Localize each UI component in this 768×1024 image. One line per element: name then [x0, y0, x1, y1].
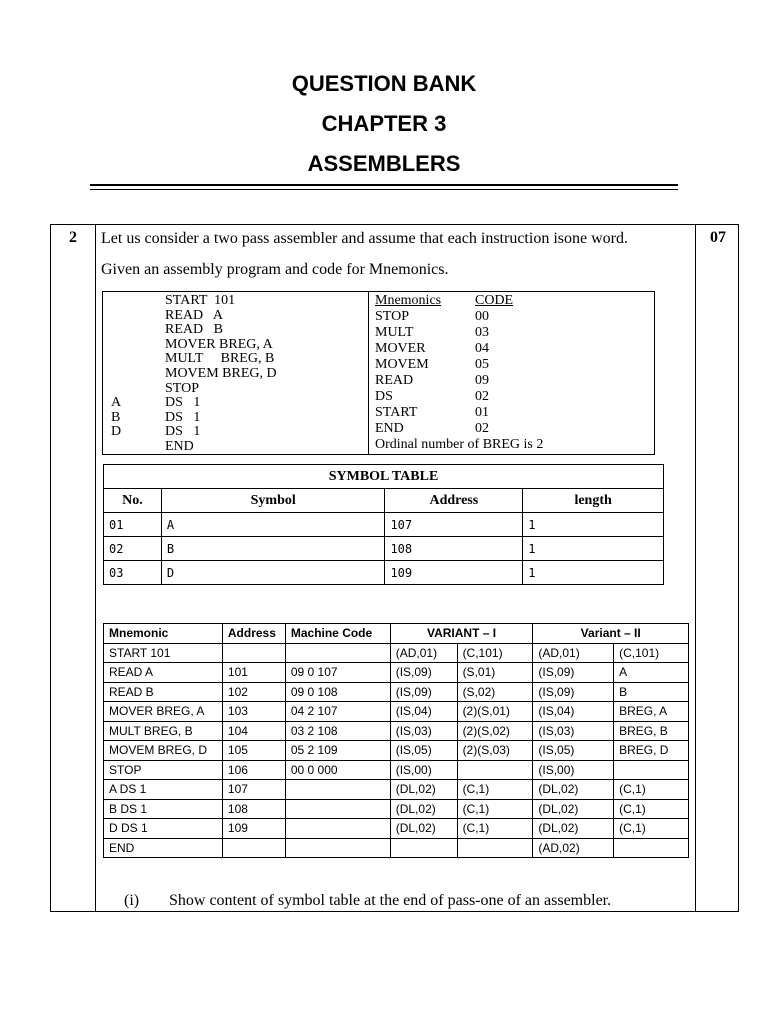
- variant-table-cell: MOVER BREG, A: [104, 702, 223, 722]
- variant-table-cell: [614, 760, 689, 780]
- variant-table-cell: STOP: [104, 760, 223, 780]
- variant-table-cell: (DL,02): [390, 819, 457, 839]
- variant-table-row: [104, 682, 689, 702]
- symbol-table-cell: A: [161, 513, 385, 537]
- variant-table-cell: (IS,09): [390, 663, 457, 683]
- mnemonic-code-row: [375, 341, 489, 357]
- variant-table-cell: MOVEM BREG, D: [104, 741, 223, 761]
- program-line: [111, 395, 200, 411]
- variant-table-cell: 107: [222, 780, 285, 800]
- variant-table-cell: (IS,03): [533, 721, 614, 741]
- variant-table-cell: (IS,00): [390, 760, 457, 780]
- program-line: [111, 337, 273, 353]
- variant-table-row: [104, 721, 689, 741]
- program-line-statement: DS 1: [165, 409, 201, 425]
- variant-table-cell: D DS 1: [104, 819, 223, 839]
- mnemonic-name: MULT: [375, 325, 414, 340]
- program-line-label: D: [111, 424, 122, 440]
- question-col-divider-left: [95, 225, 96, 911]
- variant-table-cell: (DL,02): [533, 780, 614, 800]
- mnemonic-code-row: [375, 309, 489, 325]
- variant-table-row: [104, 799, 689, 819]
- variant-col-machine-code: Machine Code: [285, 624, 390, 644]
- symbol-col-no: No.: [104, 489, 162, 513]
- header-chapter: CHAPTER 3: [321, 111, 447, 136]
- variant-table-cell: (DL,02): [533, 799, 614, 819]
- variant-table-cell: (C,1): [457, 819, 533, 839]
- variant-table-cell: (IS,09): [390, 682, 457, 702]
- mnemonic-name: MOVER: [375, 341, 426, 356]
- variant-table-cell: (C,1): [614, 819, 689, 839]
- program-line-statement: MOVEM BREG, D: [165, 366, 277, 381]
- variant-col-variant-2: Variant – II: [533, 624, 689, 644]
- symbol-table-row: [104, 561, 664, 585]
- variant-table-cell: (AD,01): [390, 643, 457, 663]
- mnemonic-name: READ: [375, 373, 414, 388]
- variant-col-address: Address: [222, 624, 285, 644]
- program-line: [111, 293, 235, 309]
- mnemonic-code-row: [375, 405, 489, 421]
- variant-table-cell: [285, 838, 390, 858]
- variant-table: [103, 623, 689, 858]
- variant-table-cell: READ B: [104, 682, 223, 702]
- mnemonic-name: STOP: [375, 309, 409, 324]
- variant-table-cell: (DL,02): [390, 780, 457, 800]
- program-line: [111, 424, 200, 440]
- symbol-table-cell: 109: [385, 561, 523, 585]
- mnemonic-code: 09: [475, 373, 489, 388]
- symbol-col-address: Address: [385, 489, 523, 513]
- symbol-table-row: [104, 513, 664, 537]
- symbol-table-cell: 1: [523, 561, 664, 585]
- symbol-col-length: length: [523, 489, 664, 513]
- variant-table-cell: (IS,09): [533, 682, 614, 702]
- mnemonic-code: 04: [475, 341, 489, 356]
- program-line: [111, 366, 277, 382]
- variant-table-row: [104, 663, 689, 683]
- variant-table-cell: [222, 643, 285, 663]
- header-rule-thick: [90, 184, 678, 186]
- question-text-line2: Given an assembly program and code for Mnemonics.: [101, 261, 449, 278]
- program-box-divider: [368, 292, 369, 454]
- variant-table-cell: (AD,01): [533, 643, 614, 663]
- subquestion-label: (i): [124, 892, 140, 909]
- variant-table-cell: END: [104, 838, 223, 858]
- variant-table-cell: [614, 838, 689, 858]
- mnemonic-code-row: [375, 325, 489, 341]
- symbol-table-cell: 107: [385, 513, 523, 537]
- variant-table-cell: [285, 780, 390, 800]
- program-line: [111, 308, 223, 324]
- variant-table-row: [104, 702, 689, 722]
- variant-col-mnemonic: Mnemonic: [104, 624, 223, 644]
- mnemonic-code: 02: [475, 389, 489, 404]
- mnemonic-code: 01: [475, 405, 489, 420]
- question-marks: 07: [710, 229, 726, 246]
- program-line-statement: START 101: [165, 293, 236, 308]
- variant-table-cell: BREG, A: [614, 702, 689, 722]
- program-line-statement: STOP: [165, 380, 199, 396]
- variant-table-cell: (IS,05): [533, 741, 614, 761]
- program-line: [111, 381, 199, 397]
- mnemonic-name: END: [375, 421, 404, 436]
- variant-table-cell: [285, 643, 390, 663]
- variant-table-cell: 103: [222, 702, 285, 722]
- variant-table-cell: B: [614, 682, 689, 702]
- variant-table-row: [104, 643, 689, 663]
- program-line: [111, 351, 274, 367]
- variant-table-cell: (C,101): [614, 643, 689, 663]
- breg-note: Ordinal number of BREG is 2: [375, 437, 544, 452]
- variant-table-cell: [390, 838, 457, 858]
- symbol-table-cell: 108: [385, 537, 523, 561]
- variant-table-cell: [222, 838, 285, 858]
- program-box: [102, 291, 655, 455]
- program-line-statement: MOVER BREG, A: [165, 336, 273, 352]
- variant-table-cell: (C,1): [457, 780, 533, 800]
- question-number: 2: [69, 229, 77, 246]
- variant-table-cell: MULT BREG, B: [104, 721, 223, 741]
- program-line-statement: READ B: [165, 322, 223, 338]
- mnemonic-code-row: [375, 389, 489, 405]
- variant-table-cell: 104: [222, 721, 285, 741]
- mnemonic-header: [375, 293, 513, 309]
- variant-table-row: [104, 741, 689, 761]
- symbol-table-row: [104, 537, 664, 561]
- variant-table-cell: (S,02): [457, 682, 533, 702]
- question-text-line1: Let us consider a two pass assembler and assume that each instruction isone word.: [101, 230, 628, 247]
- variant-table-cell: [285, 819, 390, 839]
- variant-table-cell: (IS,09): [533, 663, 614, 683]
- mnemonic-code-row: [375, 357, 489, 373]
- symbol-table-cell: B: [161, 537, 385, 561]
- mnemonic-code: 05: [475, 357, 489, 372]
- variant-table-cell: 102: [222, 682, 285, 702]
- variant-table-row: [104, 819, 689, 839]
- symbol-table-title: SYMBOL TABLE: [104, 465, 664, 489]
- symbol-table-cell: 02: [104, 537, 162, 561]
- variant-table-row: [104, 838, 689, 858]
- variant-table-cell: 03 2 108: [285, 721, 390, 741]
- program-line-statement: MULT BREG, B: [165, 351, 275, 367]
- variant-table-cell: (2)(S,03): [457, 741, 533, 761]
- variant-table-cell: (IS,00): [533, 760, 614, 780]
- variant-table-cell: (IS,04): [390, 702, 457, 722]
- variant-table-cell: 101: [222, 663, 285, 683]
- header-title: QUESTION BANK: [291, 71, 477, 96]
- symbol-col-symbol: Symbol: [161, 489, 385, 513]
- variant-table-cell: (2)(S,01): [457, 702, 533, 722]
- variant-table-cell: (DL,02): [533, 819, 614, 839]
- program-line: [111, 439, 194, 455]
- mnemonic-name: DS: [375, 389, 393, 404]
- symbol-table-cell: 03: [104, 561, 162, 585]
- header-topic: ASSEMBLERS: [307, 151, 461, 176]
- variant-table-cell: 04 2 107: [285, 702, 390, 722]
- variant-table-cell: BREG, B: [614, 721, 689, 741]
- mnemonic-code: 03: [475, 325, 489, 340]
- variant-table-cell: A: [614, 663, 689, 683]
- variant-table-cell: (C,1): [457, 799, 533, 819]
- code-header-label: CODE: [475, 293, 514, 308]
- variant-table-row: [104, 780, 689, 800]
- variant-table-cell: [457, 760, 533, 780]
- variant-table-cell: (C,101): [457, 643, 533, 663]
- variant-table-cell: 05 2 109: [285, 741, 390, 761]
- variant-table-cell: 106: [222, 760, 285, 780]
- variant-table-cell: (IS,03): [390, 721, 457, 741]
- variant-table-cell: (C,1): [614, 780, 689, 800]
- subquestion-text: Show content of symbol table at the end of pass-one of an assembler.: [169, 892, 612, 909]
- variant-table-cell: 105: [222, 741, 285, 761]
- symbol-table-cell: 01: [104, 513, 162, 537]
- variant-table-cell: (AD,02): [533, 838, 614, 858]
- variant-table-cell: BREG, D: [614, 741, 689, 761]
- mnemonic-code: 00: [475, 309, 489, 324]
- variant-table-cell: 09 0 108: [285, 682, 390, 702]
- question-col-divider-right: [695, 225, 696, 911]
- variant-table-cell: B DS 1: [104, 799, 223, 819]
- variant-table-cell: [457, 838, 533, 858]
- variant-table-cell: 09 0 107: [285, 663, 390, 683]
- document-header: [0, 64, 768, 184]
- program-line-statement: END: [165, 439, 194, 454]
- variant-table-cell: A DS 1: [104, 780, 223, 800]
- mnemonic-name: MOVEM: [375, 357, 429, 372]
- variant-table-cell: (2)(S,02): [457, 721, 533, 741]
- symbol-table-cell: D: [161, 561, 385, 585]
- symbol-table: [103, 464, 664, 585]
- variant-table-cell: READ A: [104, 663, 223, 683]
- program-line-statement: DS 1: [165, 424, 201, 440]
- variant-table-row: [104, 760, 689, 780]
- variant-table-cell: [285, 799, 390, 819]
- variant-table-cell: (IS,04): [533, 702, 614, 722]
- variant-col-variant-1: VARIANT – I: [390, 624, 533, 644]
- mnemonic-code-row: [375, 421, 489, 437]
- header-rule-thin: [90, 189, 678, 190]
- symbol-table-cell: 1: [523, 537, 664, 561]
- symbol-table-cell: 1: [523, 513, 664, 537]
- program-line-label: B: [111, 409, 121, 425]
- variant-table-cell: 109: [222, 819, 285, 839]
- program-line: [111, 322, 223, 338]
- variant-table-cell: (S,01): [457, 663, 533, 683]
- mnemonic-name: START: [375, 405, 418, 420]
- mnemonic-code: 02: [475, 421, 489, 436]
- variant-table-cell: 00 0 000: [285, 760, 390, 780]
- program-line-label: A: [111, 395, 122, 411]
- program-line-statement: READ A: [165, 307, 223, 323]
- program-line: [111, 410, 200, 426]
- mnemonic-code-row: [375, 373, 489, 389]
- variant-table-cell: (C,1): [614, 799, 689, 819]
- mnemonic-header-label: Mnemonics: [375, 293, 442, 308]
- variant-table-cell: START 101: [104, 643, 223, 663]
- variant-table-cell: (DL,02): [390, 799, 457, 819]
- program-line-statement: DS 1: [165, 395, 201, 411]
- variant-table-cell: (IS,05): [390, 741, 457, 761]
- variant-table-cell: 108: [222, 799, 285, 819]
